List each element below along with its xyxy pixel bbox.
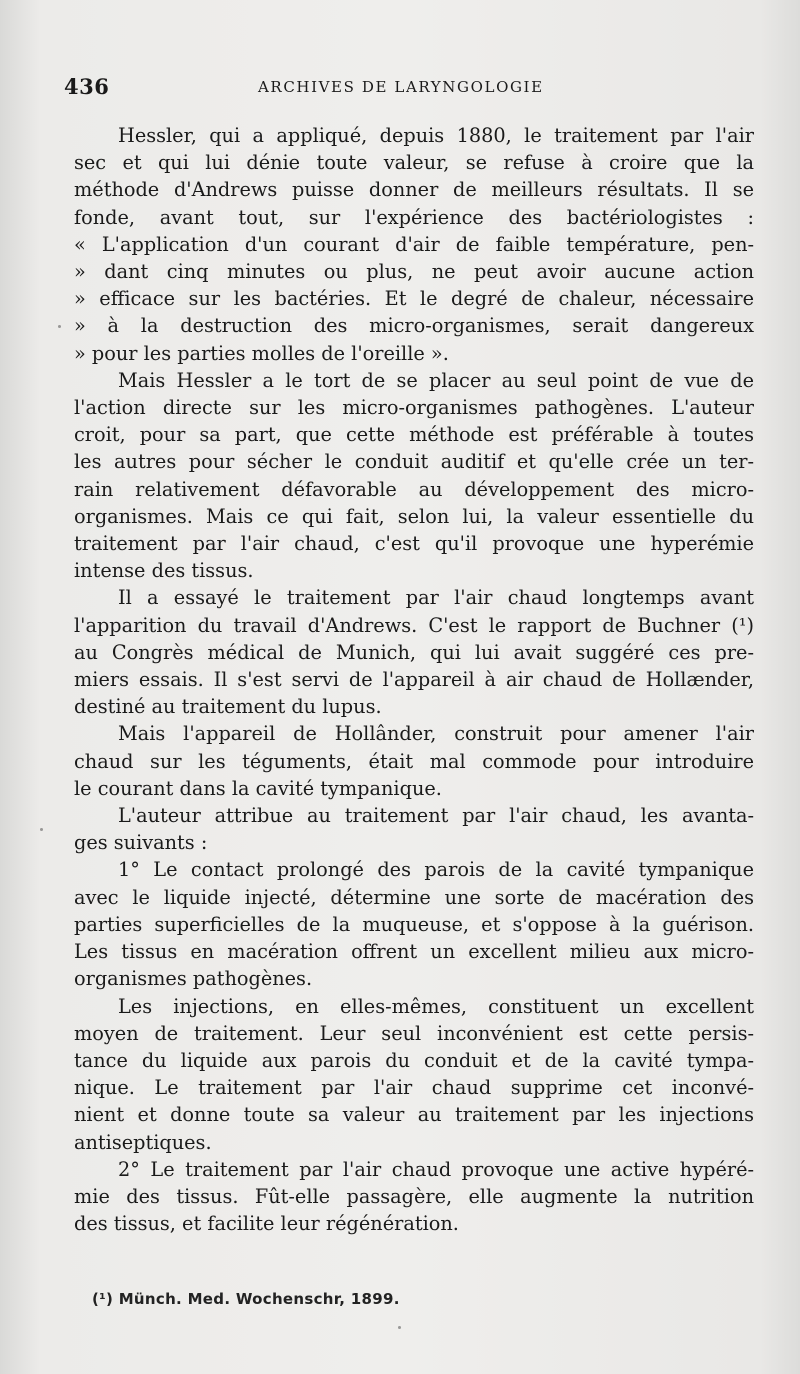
text-line: 2° Le traitement par l'air chaud provoque une active hypéré- [118, 1157, 754, 1181]
print-speck [58, 325, 61, 328]
text-line: parties superficielles de la muqueuse, et s'oppose à la guérison. [74, 912, 754, 936]
text-line: l'action directe sur les micro-organismes pathogènes. L'auteur [74, 396, 754, 420]
text-line: » à la destruction des micro-organismes, serait dangereux [74, 314, 754, 338]
text-line: rain relativement défavorable au développement des micro- [74, 477, 754, 501]
text-line: Hessler, qui a appliqué, depuis 1880, le traitement par l'air [118, 124, 754, 147]
text-line: les autres pour sécher le conduit auditif et qu'elle crée un ter- [74, 450, 754, 474]
text-line: organismes. Mais ce qui fait, selon lui, la valeur essentielle du [74, 504, 754, 528]
text-line: destiné au traitement du lupus. [74, 695, 382, 719]
text-line: avec le liquide injecté, détermine une sorte de macération des [74, 885, 754, 909]
running-title: ARCHIVES DE LARYNGOLOGIE [258, 78, 544, 96]
text-line: nique. Le traitement par l'air chaud supprime cet inconvé- [74, 1076, 754, 1100]
text-line: tance du liquide aux parois du conduit et de la cavité tympa- [74, 1048, 754, 1072]
text-line: Il a essayé le traitement par l'air chaud longtemps avant [118, 586, 754, 610]
text-line: intense des tissus. [74, 559, 254, 583]
text-line: Mais l'appareil de Hollânder, construit pour amener l'air [118, 722, 754, 746]
text-line: l'apparition du travail d'Andrews. C'est le rapport de Buchner (¹) [74, 613, 754, 637]
text-line: » dant cinq minutes ou plus, ne peut avoir aucune action [74, 260, 754, 284]
text-line: mie des tissus. Fût-elle passagère, elle augmente la nutrition [74, 1184, 754, 1208]
text-line: » pour les parties molles de l'oreille ». [74, 341, 449, 365]
text-line: traitement par l'air chaud, c'est qu'il provoque une hyperémie [74, 532, 754, 556]
page-header [64, 74, 764, 104]
text-line: chaud sur les téguments, était mal commode pour introduire [74, 749, 754, 773]
text-line: méthode d'Andrews puisse donner de meilleurs résultats. Il se [74, 178, 754, 202]
text-line: Mais Hessler a le tort de se placer au seul point de vue de [118, 368, 754, 392]
text-line: au Congrès médical de Munich, qui lui avait suggéré ces pre- [74, 640, 754, 664]
text-line: nient et donne toute sa valeur au traitement par les injections [74, 1103, 754, 1127]
text-line: miers essais. Il s'est servi de l'appareil à air chaud de Hollænder, [74, 668, 754, 692]
text-line: « L'application d'un courant d'air de faible température, pen- [74, 232, 754, 256]
footnote: (¹) Münch. Med. Wochenschr, 1899. [92, 1290, 400, 1308]
page-number: 436 [64, 74, 110, 99]
text-line: » efficace sur les bactéries. Et le degré de chaleur, nécessaire [74, 287, 754, 311]
text-line: 1° Le contact prolongé des parois de la cavité tympanique [118, 858, 754, 882]
text-line: croit, pour sa part, que cette méthode est préférable à toutes [74, 423, 754, 447]
text-line: des tissus, et facilite leur régénération. [74, 1212, 459, 1236]
print-speck [40, 828, 43, 831]
text-line: moyen de traitement. Leur seul inconvénient est cette persis- [74, 1021, 754, 1045]
text-line: sec et qui lui dénie toute valeur, se refuse à croire que la [74, 151, 754, 175]
text-line: fonde, avant tout, sur l'expérience des bactériologistes : [74, 205, 754, 229]
text-line: Les injections, en elles-mêmes, constituent un excellent [118, 994, 754, 1018]
body-text [74, 122, 754, 1237]
text-line: Les tissus en macération offrent un excellent milieu aux micro- [74, 940, 754, 964]
text-line: ges suivants : [74, 831, 208, 855]
text-line: le courant dans la cavité tympanique. [74, 776, 442, 800]
text-line: antiseptiques. [74, 1130, 212, 1154]
text-line: L'auteur attribue au traitement par l'air chaud, les avanta- [118, 804, 754, 828]
print-speck [398, 1326, 401, 1329]
text-line: organismes pathogènes. [74, 967, 313, 991]
